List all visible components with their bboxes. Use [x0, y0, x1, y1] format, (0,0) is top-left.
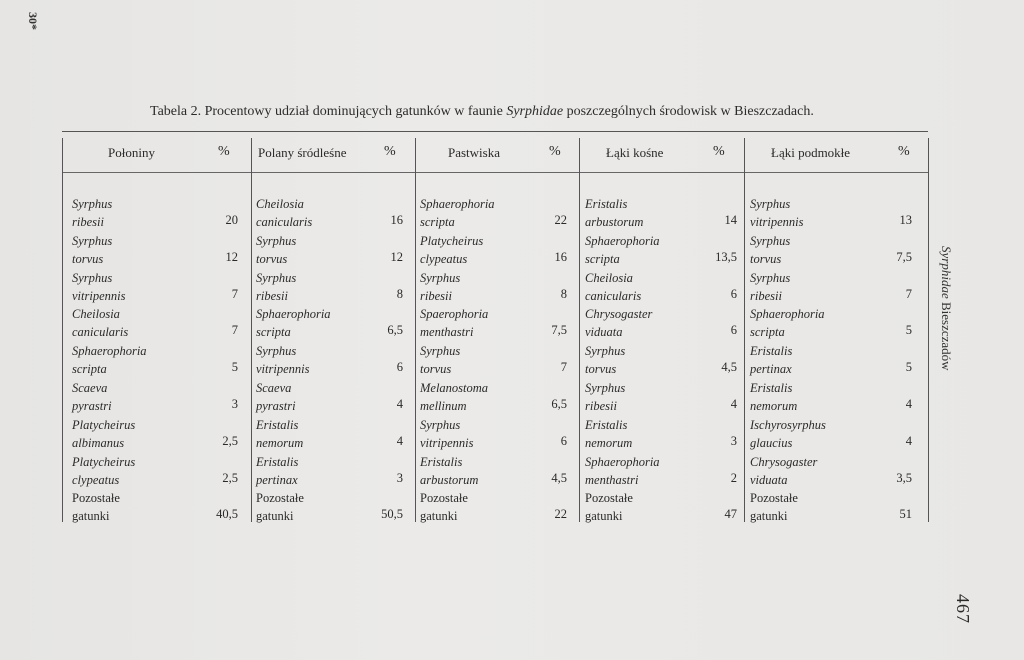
percent-value: 3 — [396, 470, 403, 485]
species-cell — [420, 379, 488, 415]
other-label: Pozostałe — [72, 491, 120, 506]
species-cell — [72, 416, 135, 452]
percent-value: 4 — [730, 397, 737, 411]
percent-value: 16 — [390, 213, 403, 227]
percent-value: 2,5 — [222, 433, 238, 448]
species-cell — [256, 453, 298, 489]
species-name: scripta — [750, 325, 785, 340]
species-name: nemorum — [256, 435, 304, 450]
species-name: torvus — [72, 251, 104, 266]
species-name: vitripennis — [420, 435, 474, 450]
genus-name: Syrphus — [750, 270, 791, 285]
species-cell — [72, 305, 128, 341]
species-name: vitripennis — [256, 362, 310, 377]
percent-value: 4,5 — [551, 470, 567, 485]
genus-name: Chrysogaster — [750, 454, 818, 469]
other-label-sub: gatunki — [72, 509, 110, 524]
page-number: 467 — [953, 594, 973, 624]
percent-value: 8 — [560, 286, 567, 301]
percent-value: 7,5 — [551, 323, 567, 338]
species-name: vitripennis — [750, 215, 804, 229]
percent-value: 4 — [905, 433, 912, 448]
species-name: torvus — [256, 251, 288, 266]
species-name: glaucius — [750, 435, 793, 450]
percent-header: % — [549, 144, 561, 159]
species-cell — [256, 305, 331, 341]
percent-value: 5 — [905, 360, 912, 375]
species-cell — [72, 232, 112, 268]
species-cell — [72, 453, 135, 489]
species-cell — [420, 232, 483, 268]
genus-name: Melanostoma — [420, 381, 489, 395]
species-name: ribesii — [72, 215, 104, 229]
percent-value: 20 — [225, 213, 238, 227]
column-header: Łąki kośne — [606, 145, 664, 160]
running-title-italic: Syrphidae — [939, 246, 954, 299]
species-name: pertinax — [750, 362, 792, 377]
genus-name: Syrphus — [750, 197, 791, 211]
genus-name: Sphaerophoria — [72, 344, 147, 359]
percent-value: 14 — [724, 213, 737, 227]
species-cell — [750, 489, 798, 525]
running-title — [938, 246, 954, 371]
species-cell — [256, 416, 303, 452]
percent-value: 51 — [899, 507, 912, 522]
genus-name: Syrphus — [585, 344, 626, 359]
column-divider — [744, 138, 745, 522]
species-name: torvus — [750, 251, 782, 266]
genus-name: Eristalis — [420, 454, 463, 469]
column-divider — [928, 138, 929, 522]
species-cell — [585, 379, 625, 415]
table-top-rule — [62, 131, 928, 132]
genus-name: Syrphus — [72, 270, 113, 285]
species-cell — [72, 379, 112, 415]
species-name: arbustorum — [585, 215, 644, 229]
species-cell — [72, 269, 125, 305]
species-name: scripta — [585, 251, 620, 266]
column-header: Połoniny — [108, 145, 155, 160]
species-name: nemorum — [585, 435, 633, 450]
species-name: ribesii — [420, 288, 452, 303]
percent-header: % — [898, 144, 910, 159]
genus-name: Platycheirus — [420, 233, 484, 248]
percent-value: 3,5 — [896, 470, 912, 485]
genus-name: Eristalis — [256, 417, 299, 432]
species-name: torvus — [420, 362, 452, 377]
percent-value: 12 — [390, 249, 403, 264]
other-label-sub: gatunki — [420, 509, 458, 524]
genus-name: Scaeva — [72, 381, 108, 395]
species-cell — [72, 489, 120, 525]
other-label: Pozostałe — [420, 491, 468, 506]
species-cell — [72, 342, 147, 378]
percent-header: % — [713, 144, 725, 159]
species-cell — [420, 269, 460, 305]
species-name: scripta — [72, 362, 107, 377]
column-header: Łąki podmokłe — [771, 145, 851, 160]
column-header: Polany śródleśne — [258, 145, 347, 160]
column-divider — [251, 138, 252, 522]
genus-name: Syrphus — [256, 270, 297, 285]
species-name: scripta — [256, 325, 291, 340]
species-cell — [750, 379, 797, 415]
genus-name: Sphaerophoria — [585, 454, 660, 469]
species-name: torvus — [585, 362, 617, 377]
column-divider — [62, 138, 63, 522]
percent-value: 2,5 — [222, 470, 238, 485]
percent-value: 4 — [396, 397, 403, 411]
species-cell — [420, 453, 478, 489]
species-name: pertinax — [256, 472, 298, 487]
caption-suffix: poszczególnych środowisk w Bieszczadach. — [563, 104, 814, 119]
percent-value: 6 — [396, 360, 403, 375]
species-cell — [585, 416, 632, 452]
genus-name: Syrphus — [72, 233, 113, 248]
species-cell — [750, 269, 790, 305]
percent-value: 8 — [396, 286, 403, 301]
genus-name: Syrphus — [585, 381, 626, 395]
percent-value: 4 — [905, 397, 912, 411]
percent-value: 6 — [730, 286, 737, 301]
species-name: ribesii — [585, 399, 617, 413]
genus-name: Syrphus — [750, 233, 791, 248]
other-label: Pozostałe — [585, 491, 633, 506]
species-cell — [750, 305, 825, 341]
caption-prefix: Tabela 2. Procentowy udział dominujących gatunków w faunie — [150, 104, 507, 119]
species-cell — [256, 489, 304, 525]
percent-value: 6 — [560, 433, 567, 448]
percent-value: 5 — [905, 323, 912, 338]
species-name: arbustorum — [420, 472, 479, 487]
species-cell — [420, 305, 488, 341]
species-name: albimanus — [72, 435, 125, 450]
species-cell — [750, 416, 826, 452]
species-name: canicularis — [72, 325, 129, 340]
species-cell — [420, 195, 495, 231]
species-cell — [585, 195, 643, 231]
percent-value: 5 — [231, 360, 238, 375]
species-name: scripta — [420, 215, 455, 229]
percent-value: 7,5 — [896, 249, 912, 264]
species-cell — [585, 453, 660, 489]
percent-value: 6,5 — [551, 397, 567, 411]
species-name: pyrastri — [72, 399, 112, 413]
species-name: pyrastri — [256, 399, 296, 413]
genus-name: Syrphus — [256, 233, 297, 248]
species-cell — [420, 342, 460, 378]
genus-name: Eristalis — [750, 381, 793, 395]
percent-value: 40,5 — [216, 507, 238, 522]
species-cell — [256, 379, 296, 415]
genus-name: Eristalis — [585, 417, 628, 432]
species-name: clypeatus — [420, 251, 468, 266]
table-caption — [150, 104, 814, 120]
column-divider — [579, 138, 580, 522]
species-cell — [256, 342, 309, 378]
percent-value: 22 — [554, 213, 567, 227]
species-cell — [585, 269, 641, 305]
percent-header: % — [218, 144, 230, 159]
genus-name: Syrphus — [256, 344, 297, 359]
percent-value: 3 — [231, 397, 238, 411]
percent-value: 13 — [899, 213, 912, 227]
genus-name: Spaerophoria — [420, 307, 489, 322]
genus-name: Eristalis — [750, 344, 793, 359]
percent-value: 7 — [231, 323, 238, 338]
percent-value: 6 — [730, 323, 737, 338]
percent-value: 7 — [231, 286, 238, 301]
species-name: menthastri — [420, 325, 474, 340]
genus-name: Cheilosia — [256, 197, 304, 211]
species-name: clypeatus — [72, 472, 120, 487]
species-name: viduata — [750, 472, 788, 487]
percent-value: 12 — [225, 249, 238, 264]
species-name: mellinum — [420, 399, 467, 413]
genus-name: Syrphus — [420, 270, 461, 285]
genus-name: Chrysogaster — [585, 307, 653, 322]
species-cell — [72, 195, 112, 231]
genus-name: Eristalis — [256, 454, 299, 469]
species-name: ribesii — [256, 288, 288, 303]
genus-name: Scaeva — [256, 381, 292, 395]
species-cell — [750, 342, 792, 378]
table-header-rule — [62, 172, 928, 173]
genus-name: Sphaerophoria — [585, 233, 660, 248]
caption-italic: Syrphidae — [506, 104, 564, 119]
species-cell — [256, 269, 296, 305]
genus-name: Eristalis — [585, 197, 628, 211]
percent-value: 22 — [554, 507, 567, 522]
percent-value: 4,5 — [721, 360, 737, 375]
percent-value: 7 — [905, 286, 912, 301]
species-cell — [585, 489, 633, 525]
other-label: Pozostałe — [750, 491, 798, 506]
genus-name: Platycheirus — [72, 454, 136, 469]
species-cell — [420, 416, 473, 452]
species-cell — [750, 232, 790, 268]
species-name: vitripennis — [72, 288, 126, 303]
percent-value: 2 — [730, 470, 737, 485]
species-cell — [585, 305, 652, 341]
column-header: Pastwiska — [448, 145, 500, 160]
percent-value: 13,5 — [715, 249, 737, 264]
species-cell — [256, 232, 296, 268]
species-name: menthastri — [585, 472, 639, 487]
percent-value: 7 — [560, 360, 567, 375]
species-cell — [750, 453, 817, 489]
genus-name: Sphaerophoria — [256, 307, 331, 322]
genus-name: Ischyrosyrphus — [750, 417, 826, 432]
percent-value: 47 — [724, 507, 737, 522]
genus-name: Syrphus — [420, 344, 461, 359]
genus-name: Syrphus — [420, 417, 461, 432]
genus-name: Sphaerophoria — [750, 307, 825, 322]
genus-name: Cheilosia — [585, 270, 633, 285]
signature-mark: 30* — [26, 12, 40, 30]
species-name: canicularis — [256, 215, 313, 229]
percent-header: % — [384, 144, 396, 159]
species-name: canicularis — [585, 288, 642, 303]
species-cell — [420, 489, 468, 525]
species-cell — [750, 195, 803, 231]
other-label: Pozostałe — [256, 491, 304, 506]
species-cell — [585, 232, 660, 268]
column-divider — [415, 138, 416, 522]
species-cell — [256, 195, 312, 231]
percent-value: 4 — [396, 433, 403, 448]
species-name: ribesii — [750, 288, 782, 303]
species-name: nemorum — [750, 399, 798, 413]
percent-value: 16 — [554, 249, 567, 264]
other-label-sub: gatunki — [585, 509, 623, 524]
genus-name: Cheilosia — [72, 307, 120, 322]
percent-value: 50,5 — [381, 507, 403, 522]
species-cell — [585, 342, 625, 378]
percent-value: 3 — [730, 433, 737, 448]
species-name: viduata — [585, 325, 623, 340]
running-title-rest: Bieszczadów — [939, 298, 954, 371]
genus-name: Platycheirus — [72, 417, 136, 432]
percent-value: 6,5 — [387, 323, 403, 338]
other-label-sub: gatunki — [750, 509, 788, 524]
genus-name: Syrphus — [72, 197, 113, 211]
other-label-sub: gatunki — [256, 509, 294, 524]
genus-name: Sphaerophoria — [420, 197, 495, 211]
